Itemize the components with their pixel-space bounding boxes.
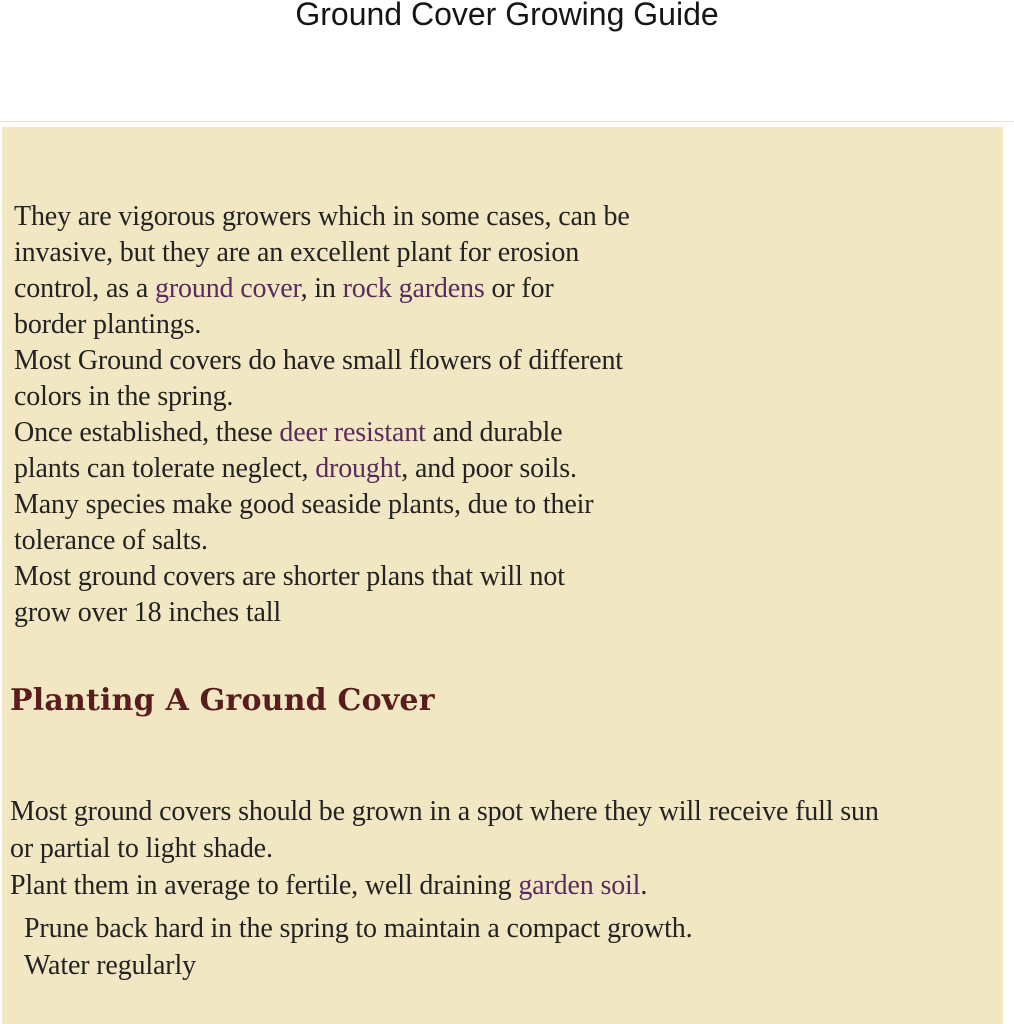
text-segment: plants can tolerate neglect, bbox=[14, 453, 316, 484]
text-line bbox=[14, 523, 1003, 559]
text-line bbox=[14, 379, 1003, 415]
text-segment: , in bbox=[300, 273, 343, 304]
text-line bbox=[10, 830, 1003, 867]
inline-link[interactable]: deer resistant bbox=[279, 417, 426, 448]
text-segment: Most ground covers should be grown in a spot where they will receive full sun bbox=[10, 796, 879, 827]
text-line bbox=[14, 307, 1003, 343]
text-line bbox=[10, 947, 1003, 984]
text-line bbox=[14, 559, 1003, 595]
inline-link[interactable]: ground cover bbox=[154, 273, 301, 304]
text-segment: They are vigorous growers which in some cases, can be bbox=[14, 201, 630, 232]
text-segment: , and poor soils. bbox=[401, 453, 577, 484]
text-segment: border plantings. bbox=[14, 309, 202, 340]
text-line bbox=[14, 235, 1003, 271]
text-line bbox=[10, 867, 1003, 904]
text-segment: invasive, but they are an excellent plant for erosion bbox=[14, 237, 580, 268]
section-heading: Planting A Ground Cover bbox=[10, 683, 435, 718]
text-line bbox=[14, 451, 1003, 487]
text-segment: Many species make good seaside plants, due to their bbox=[14, 489, 594, 520]
text-line bbox=[10, 793, 1003, 830]
text-segment: colors in the spring. bbox=[14, 381, 234, 412]
text-segment: Most Ground covers do have small flowers of different bbox=[14, 345, 623, 376]
inline-link[interactable]: garden soil bbox=[518, 870, 641, 901]
text-line bbox=[14, 595, 1003, 631]
planting-paragraph bbox=[10, 793, 1003, 984]
text-segment: Once established, these bbox=[14, 417, 280, 448]
inline-link[interactable]: rock gardens bbox=[342, 273, 485, 304]
text-segment: Water regularly bbox=[24, 950, 196, 981]
inline-link[interactable]: drought bbox=[315, 453, 402, 484]
text-segment: control, as a bbox=[14, 273, 155, 304]
text-segment: . bbox=[640, 870, 648, 901]
text-segment: or for bbox=[484, 273, 554, 304]
divider-line bbox=[0, 121, 1014, 122]
content-panel bbox=[2, 127, 1003, 1024]
text-line bbox=[14, 415, 1003, 451]
text-line bbox=[14, 343, 1003, 379]
text-line bbox=[14, 487, 1003, 523]
text-segment: Plant them in average to fertile, well draining bbox=[10, 870, 519, 901]
text-segment: Most ground covers are shorter plans that will not bbox=[14, 561, 565, 592]
intro-paragraph bbox=[14, 199, 1003, 631]
page-title: Ground Cover Growing Guide bbox=[295, 0, 719, 32]
text-segment: or partial to light shade. bbox=[10, 833, 273, 864]
text-segment: and durable bbox=[425, 417, 563, 448]
text-segment: tolerance of salts. bbox=[14, 525, 208, 556]
text-segment: grow over 18 inches tall bbox=[14, 597, 281, 628]
text-segment: Prune back hard in the spring to maintain a compact growth. bbox=[24, 913, 693, 944]
text-line bbox=[14, 271, 1003, 307]
text-line bbox=[10, 910, 1003, 947]
text-line bbox=[14, 199, 1003, 235]
